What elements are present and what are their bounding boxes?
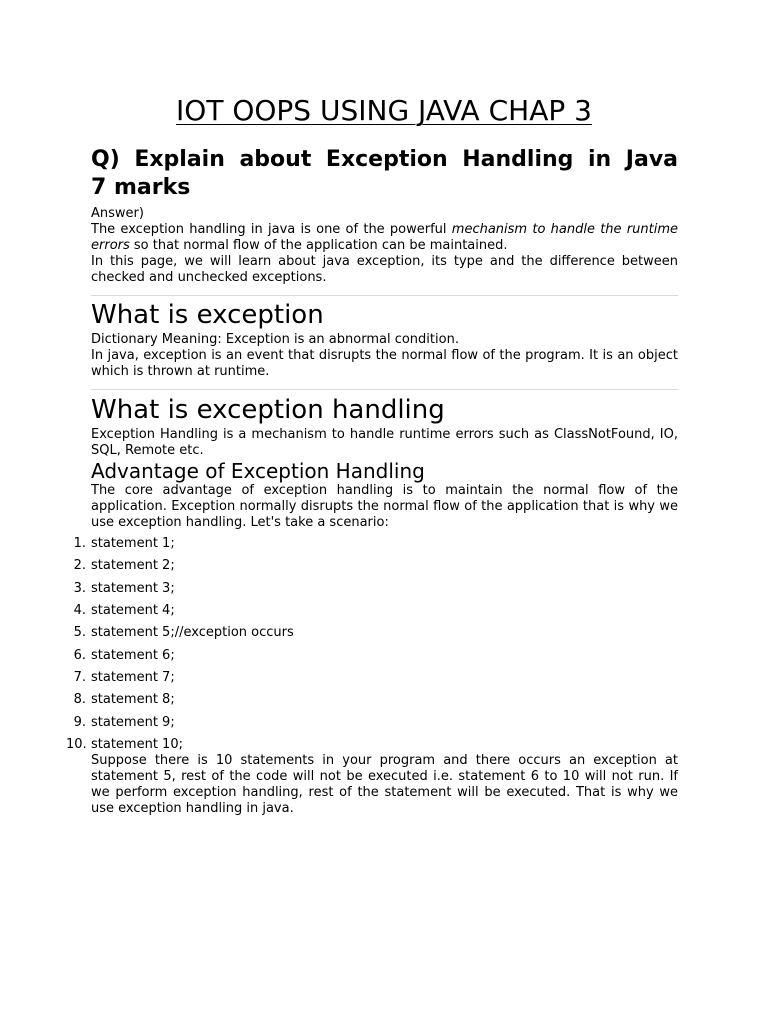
document-title: IOT OOPS USING JAVA CHAP 3 bbox=[176, 94, 592, 127]
advantage-text: The core advantage of exception handling is to maintain the normal flow of the application. Exception normally disrupts the normal flow of the application that is why we use exception handling. Let's take a scenario: bbox=[91, 483, 678, 530]
answer-label: Answer) bbox=[91, 206, 144, 221]
list-item-number: 7. bbox=[73, 670, 86, 686]
list-item-number: 6. bbox=[73, 647, 86, 663]
exception-handling-text: Exception Handling is a mechanism to handle runtime errors such as ClassNotFound, IO, SQL, Remote etc. bbox=[91, 427, 678, 458]
conclusion-text: Suppose there is 10 statements in your program and there occurs an exception at statement 5, rest of the code will not be executed i.e. statement 6 to 10 will not run. If we perform exception handling, rest of the statement will be executed. That is why we use exception handling in java. bbox=[91, 753, 678, 817]
answer-intro bbox=[91, 222, 678, 254]
list-item-number: 8. bbox=[73, 692, 86, 708]
list-item-number: 3. bbox=[73, 580, 86, 596]
answer-intro-emphasis: mechanism to handle the runtime errors bbox=[91, 222, 678, 253]
list-item-text: statement 6; bbox=[91, 647, 175, 663]
statement-list bbox=[66, 536, 678, 753]
list-item-number: 10. bbox=[66, 737, 87, 753]
list-item-text: statement 10; bbox=[91, 737, 183, 753]
list-item-number: 2. bbox=[73, 558, 86, 574]
question-line-2: 7 marks bbox=[91, 175, 191, 200]
question-heading bbox=[91, 146, 678, 202]
exception-dictionary-meaning: Dictionary Meaning: Exception is an abnormal condition. bbox=[91, 332, 459, 347]
list-item bbox=[73, 625, 678, 641]
list-item-text: statement 9; bbox=[91, 714, 175, 730]
list-item bbox=[66, 737, 678, 753]
section-heading-exception: What is exception bbox=[91, 300, 324, 330]
section-heading-exception-handling: What is exception handling bbox=[91, 395, 445, 425]
list-item-number: 5. bbox=[73, 625, 86, 641]
section-divider bbox=[91, 389, 678, 390]
section-heading-advantage: Advantage of Exception Handling bbox=[91, 459, 425, 483]
list-item bbox=[73, 558, 678, 574]
list-item-text: statement 8; bbox=[91, 692, 175, 708]
answer-intro-2: In this page, we will learn about java exception, its type and the difference between checked and unchecked exceptions. bbox=[91, 254, 678, 285]
list-item-text: statement 7; bbox=[91, 670, 175, 686]
list-item bbox=[73, 714, 678, 731]
answer-intro-after: so that normal flow of the application can be maintained. bbox=[129, 238, 508, 253]
document-content bbox=[66, 146, 678, 817]
answer-intro-before: The exception handling in java is one of the powerful bbox=[91, 222, 452, 237]
list-item-number: 1. bbox=[73, 536, 86, 551]
list-item-text: statement 4; bbox=[91, 603, 175, 619]
list-item-text: statement 5;//exception occurs bbox=[91, 625, 294, 641]
section-divider bbox=[91, 295, 678, 296]
list-item-number: 4. bbox=[73, 603, 86, 619]
list-item bbox=[73, 536, 678, 552]
list-item bbox=[73, 647, 678, 664]
list-item bbox=[73, 580, 678, 597]
list-item-number: 9. bbox=[73, 714, 86, 730]
list-item-text: statement 1; bbox=[91, 536, 175, 551]
list-item-text: statement 2; bbox=[91, 558, 175, 574]
list-item bbox=[73, 670, 678, 686]
question-line-1: Q) Explain about Exception Handling in Java bbox=[91, 147, 678, 172]
list-item-text: statement 3; bbox=[91, 580, 175, 596]
list-item bbox=[73, 692, 678, 708]
list-item bbox=[73, 603, 678, 619]
exception-definition: In java, exception is an event that disrupts the normal flow of the program. It is an object which is thrown at runtime. bbox=[91, 348, 678, 379]
